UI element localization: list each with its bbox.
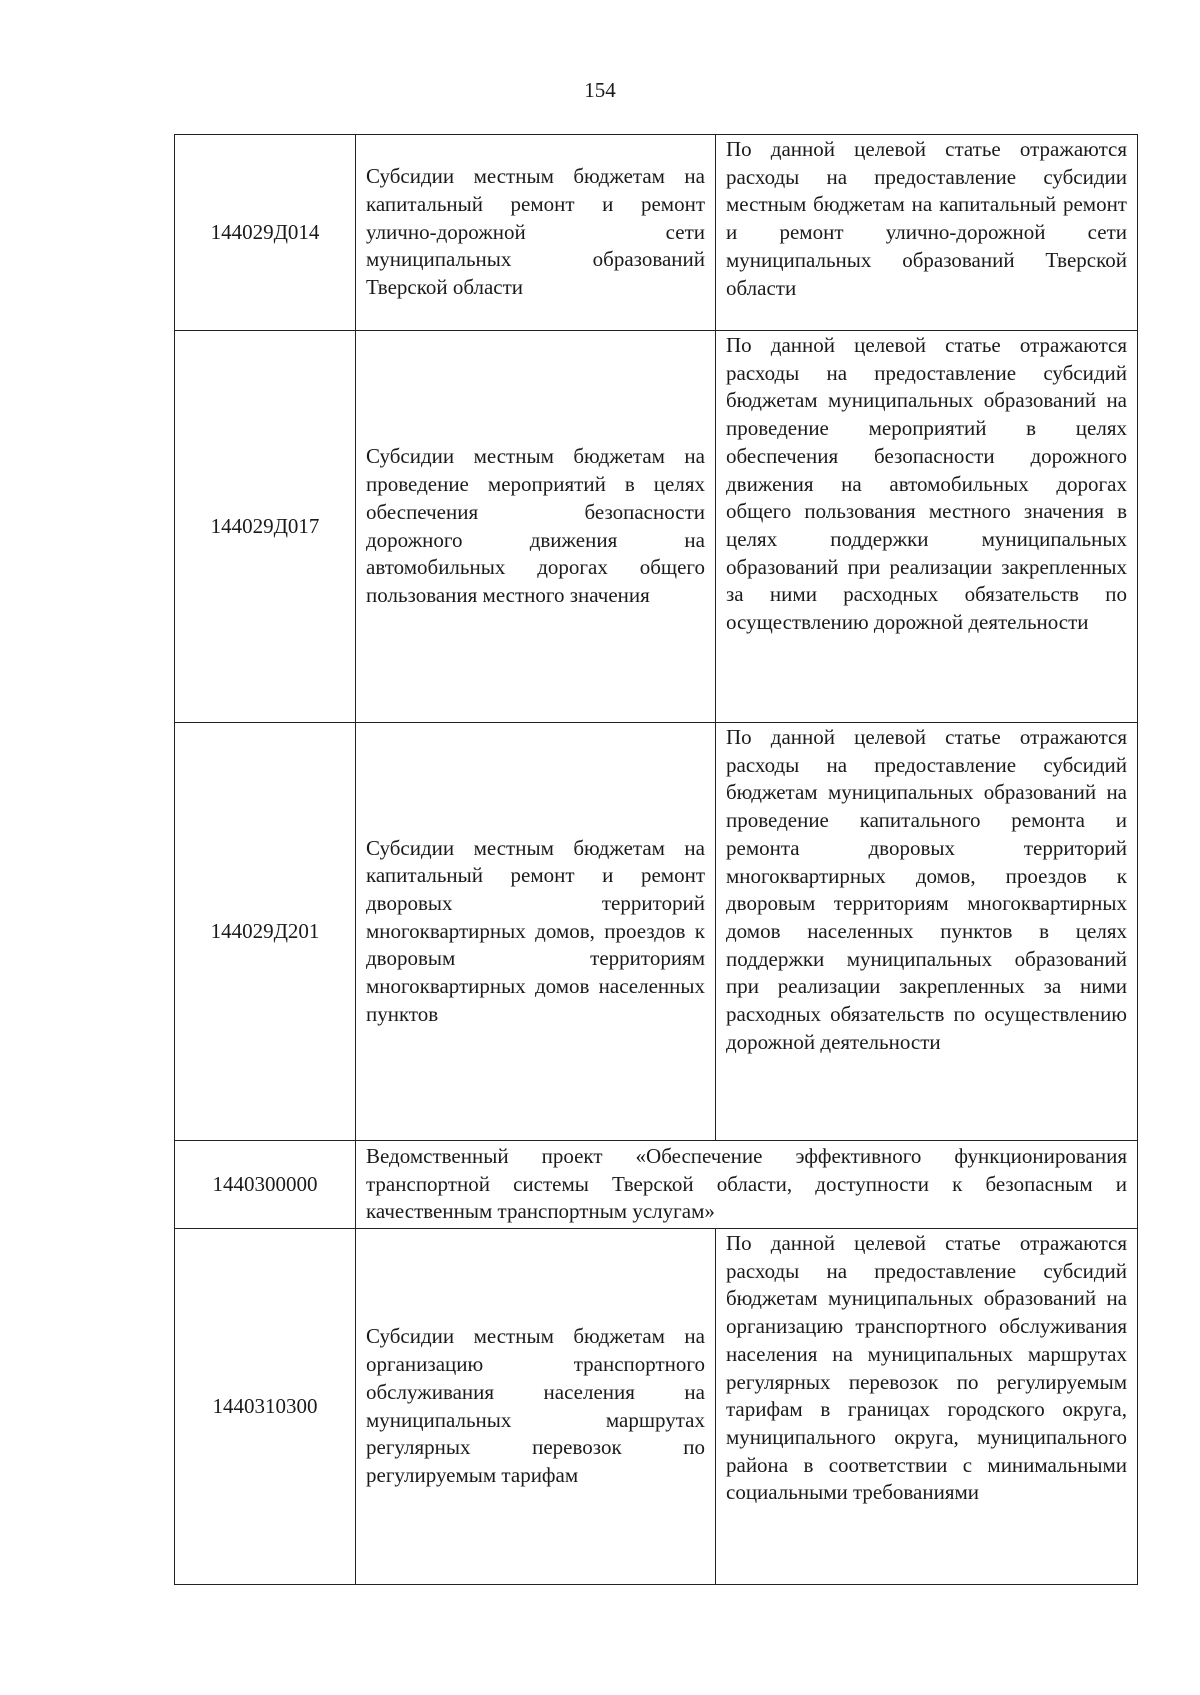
project-name: Ведомственный проект «Обеспечение эффективного функционирования транспортной системы Тверской области, доступности к безопасным и качественным транспортным услугам» [356, 1141, 1138, 1229]
article-description: По данной целевой статье отражаются расходы на предоставление субсидий бюджетам муниципальных образований на проведение мероприятий в целях обеспечения безопасности дорожного движения на автомобильных дорогах общего пользования местного значения в целях поддержки муниципальных образований при реализации закрепленных за ними расходных обязательств по осуществлению дорожной деятельности [716, 331, 1138, 723]
article-name: Субсидии местным бюджетам на проведение мероприятий в целях обеспечения безопасности дорожного движения на автомобильных дорогах общего пользования местного значения [356, 331, 716, 723]
article-name: Субсидии местным бюджетам на капитальный ремонт и ремонт дворовых территорий многоквартирных домов, проездов к дворовым территориям многоквартирных домов населенных пунктов [356, 723, 716, 1141]
table-row [175, 331, 1138, 723]
article-description: По данной целевой статье отражаются расходы на предоставление субсидии местным бюджетам на капитальный ремонт и ремонт улично-дорожной сети муниципальных образований Тверской области [716, 135, 1138, 331]
article-description: По данной целевой статье отражаются расходы на предоставление субсидий бюджетам муниципальных образований на проведение капитального ремонта и ремонта дворовых территорий многоквартирных домов, проездов к дворовым территориям многоквартирных домов населенных пунктов в целях поддержки муниципальных образований при реализации закрепленных за ними расходных обязательств по осуществлению дорожной деятельности [716, 723, 1138, 1141]
page-number: 154 [584, 78, 616, 102]
article-code: 1440300000 [175, 1141, 356, 1229]
table-row [175, 723, 1138, 1141]
table-row [175, 1229, 1138, 1585]
article-name: Субсидии местным бюджетам на капитальный ремонт и ремонт улично-дорожной сети муниципальных образований Тверской области [356, 135, 716, 331]
table-row [175, 135, 1138, 331]
table-row [175, 1141, 1138, 1229]
article-code: 144029Д017 [175, 331, 356, 723]
article-code: 144029Д201 [175, 723, 356, 1141]
article-name: Субсидии местным бюджетам на организацию транспортного обслуживания населения на муниципальных маршрутах регулярных перевозок по регулируемым тарифам [356, 1229, 716, 1585]
article-description: По данной целевой статье отражаются расходы на предоставление субсидий бюджетам муниципальных образований на организацию транспортного обслуживания населения на муниципальных маршрутах регулярных перевозок по регулируемым тарифам в границах городского округа, муниципального округа, муниципального района в соответствии с минимальными социальными требованиями [716, 1229, 1138, 1585]
target-articles-table [174, 134, 1138, 1585]
article-code: 144029Д014 [175, 135, 356, 331]
article-code: 1440310300 [175, 1229, 356, 1585]
